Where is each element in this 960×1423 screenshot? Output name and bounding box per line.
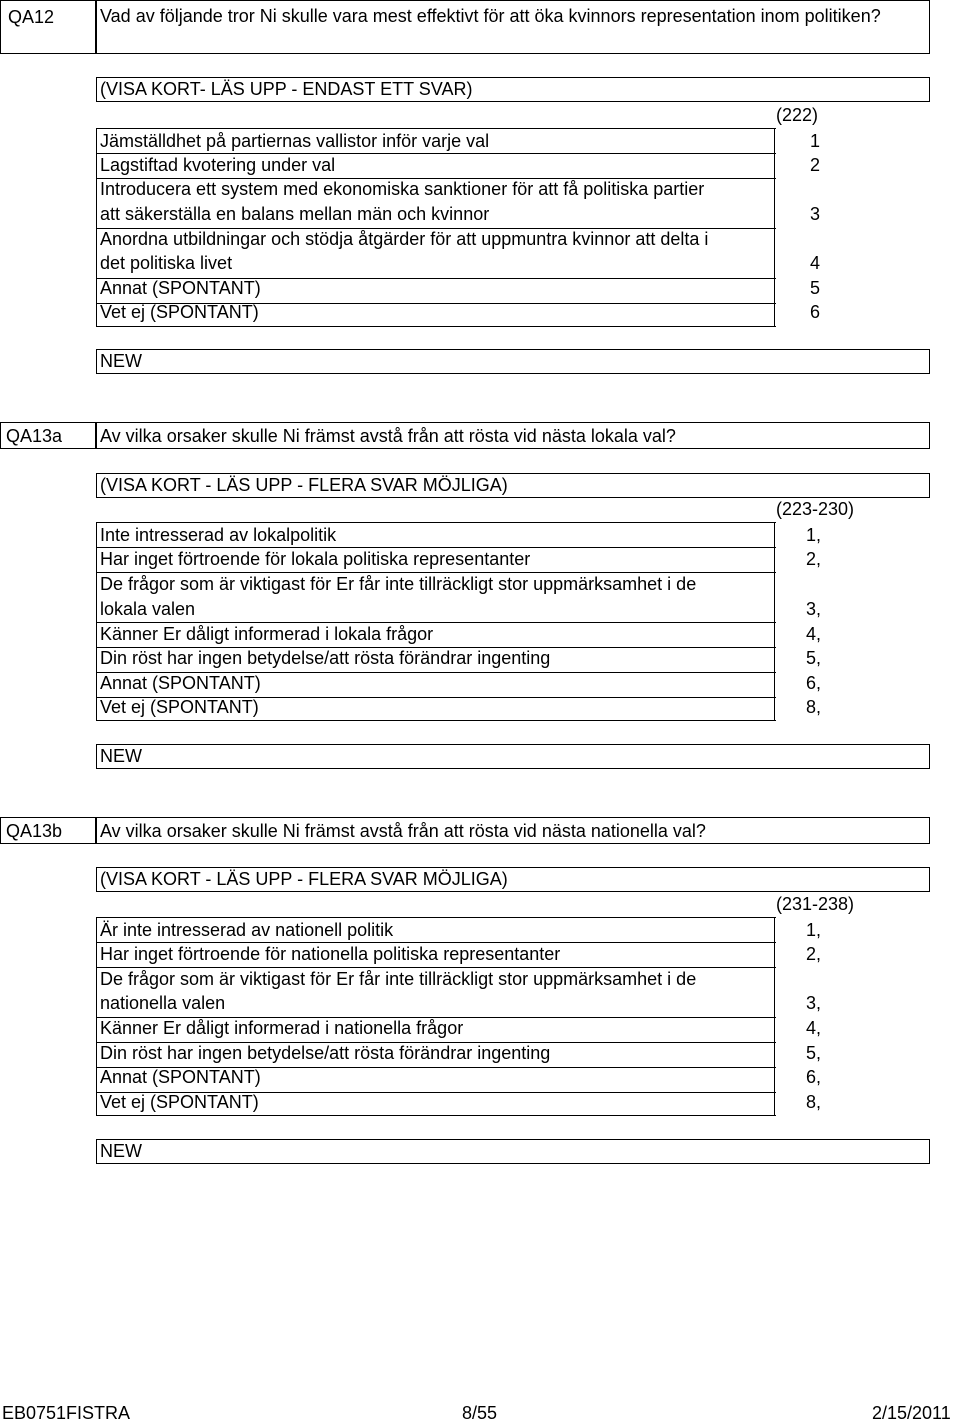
qa12-option-label: det politiska livet — [100, 253, 233, 273]
qa13b-option-label: Känner Er dåligt informerad i nationella frågor — [100, 1018, 464, 1038]
qa13a-instruction: (VISA KORT - LÄS UPP - FLERA SVAR MÖJLIGA) — [100, 475, 508, 495]
qa13a-option-label: Har inget förtroende för lokala politiska representanter — [100, 549, 531, 569]
qa13a-question-text: Av vilka orsaker skulle Ni främst avstå från att rösta vid nästa lokala val? — [100, 426, 676, 446]
qa13a-option-code: 6, — [806, 673, 822, 693]
qa13a-column-code: (223-230) — [776, 499, 855, 519]
qa13b-option-label: Din röst har ingen betydelse/att rösta förändrar ingenting — [100, 1043, 551, 1063]
qa12-option-label: Vet ej (SPONTANT) — [100, 302, 259, 322]
qa12-option-code: 2 — [810, 155, 821, 175]
qa12-option-code: 6 — [810, 302, 821, 322]
qa12-option-label: Annat (SPONTANT) — [100, 278, 261, 298]
qa13a-question-id: QA13a — [6, 426, 63, 446]
footer-doc-id: EB0751FISTRA — [2, 1403, 131, 1423]
qa12-question-id: QA12 — [8, 7, 55, 27]
qa13a-option-label: Inte intresserad av lokalpolitik — [100, 525, 337, 545]
qa13b-option-label: Vet ej (SPONTANT) — [100, 1092, 259, 1112]
qa13b-note-box — [96, 1139, 930, 1164]
qa13b-option-code: 3, — [806, 993, 822, 1013]
qa13a-option-code: 8, — [806, 697, 822, 717]
qa13a-option-code: 2, — [806, 549, 822, 569]
qa13b-option-code: 2, — [806, 944, 822, 964]
qa13a-option-label: De frågor som är viktigast för Er får inte tillräckligt stor uppmärksamhet i de — [100, 574, 697, 594]
qa12-column-code: (222) — [776, 105, 819, 125]
qa13b-question-id: QA13b — [6, 821, 63, 841]
qa13a-note-box — [96, 744, 930, 769]
qa13a-option-label: Annat (SPONTANT) — [100, 673, 261, 693]
qa13b-option-code: 6, — [806, 1067, 822, 1087]
qa13b-option-label: Är inte intresserad av nationell politik — [100, 920, 394, 940]
qa13a-note: NEW — [100, 746, 142, 766]
qa13b-instruction: (VISA KORT - LÄS UPP - FLERA SVAR MÖJLIGA) — [100, 869, 508, 889]
qa12-instruction: (VISA KORT- LÄS UPP - ENDAST ETT SVAR) — [100, 79, 473, 99]
qa13b-option-label: De frågor som är viktigast för Er får inte tillräckligt stor uppmärksamhet i de — [100, 969, 697, 989]
qa13b-option-label: Har inget förtroende för nationella politiska representanter — [100, 944, 561, 964]
qa13b-option-label: Annat (SPONTANT) — [100, 1067, 261, 1087]
qa12-note-box — [96, 349, 930, 374]
qa12-option-code: 1 — [810, 131, 821, 151]
footer-page-number: 8/55 — [462, 1403, 498, 1423]
qa12-question-text: Vad av följande tror Ni skulle vara mest effektivt för att öka kvinnors representation inom politiken? — [100, 6, 881, 26]
qa13b-option-code: 1, — [806, 920, 822, 940]
qa13b-column-code: (231-238) — [776, 894, 855, 914]
qa13a-option-label: lokala valen — [100, 599, 196, 619]
qa13a-option-code: 4, — [806, 624, 822, 644]
qa12-option-label: Introducera ett system med ekonomiska sanktioner för att få politiska partier — [100, 179, 705, 199]
qa13b-option-code: 8, — [806, 1092, 822, 1112]
footer-date: 2/15/2011 — [872, 1403, 951, 1423]
qa12-option-label: att säkerställa en balans mellan män och kvinnor — [100, 204, 490, 224]
qa13a-option-label: Din röst har ingen betydelse/att rösta förändrar ingenting — [100, 648, 551, 668]
qa12-option-label: Jämställdhet på partiernas vallistor inför varje val — [100, 131, 490, 151]
qa13b-option-label: nationella valen — [100, 993, 226, 1013]
qa13a-option-code: 3, — [806, 599, 822, 619]
qa13b-question-text: Av vilka orsaker skulle Ni främst avstå från att rösta vid nästa nationella val? — [100, 821, 706, 841]
qa13a-option-label: Vet ej (SPONTANT) — [100, 697, 259, 717]
qa12-option-code: 5 — [810, 278, 821, 298]
qa13a-option-code: 5, — [806, 648, 822, 668]
qa12-option-label: Anordna utbildningar och stödja åtgärder för att uppmuntra kvinnor att delta i — [100, 229, 709, 249]
qa13a-option-label: Känner Er dåligt informerad i lokala frågor — [100, 624, 434, 644]
qa13b-option-code: 4, — [806, 1018, 822, 1038]
qa12-option-code: 3 — [810, 204, 821, 224]
qa12-option-label: Lagstiftad kvotering under val — [100, 155, 336, 175]
qa13b-note: NEW — [100, 1141, 142, 1161]
qa13b-option-code: 5, — [806, 1043, 822, 1063]
qa12-note: NEW — [100, 351, 142, 371]
qa13a-option-code: 1, — [806, 525, 822, 545]
qa12-option-code: 4 — [810, 253, 821, 273]
